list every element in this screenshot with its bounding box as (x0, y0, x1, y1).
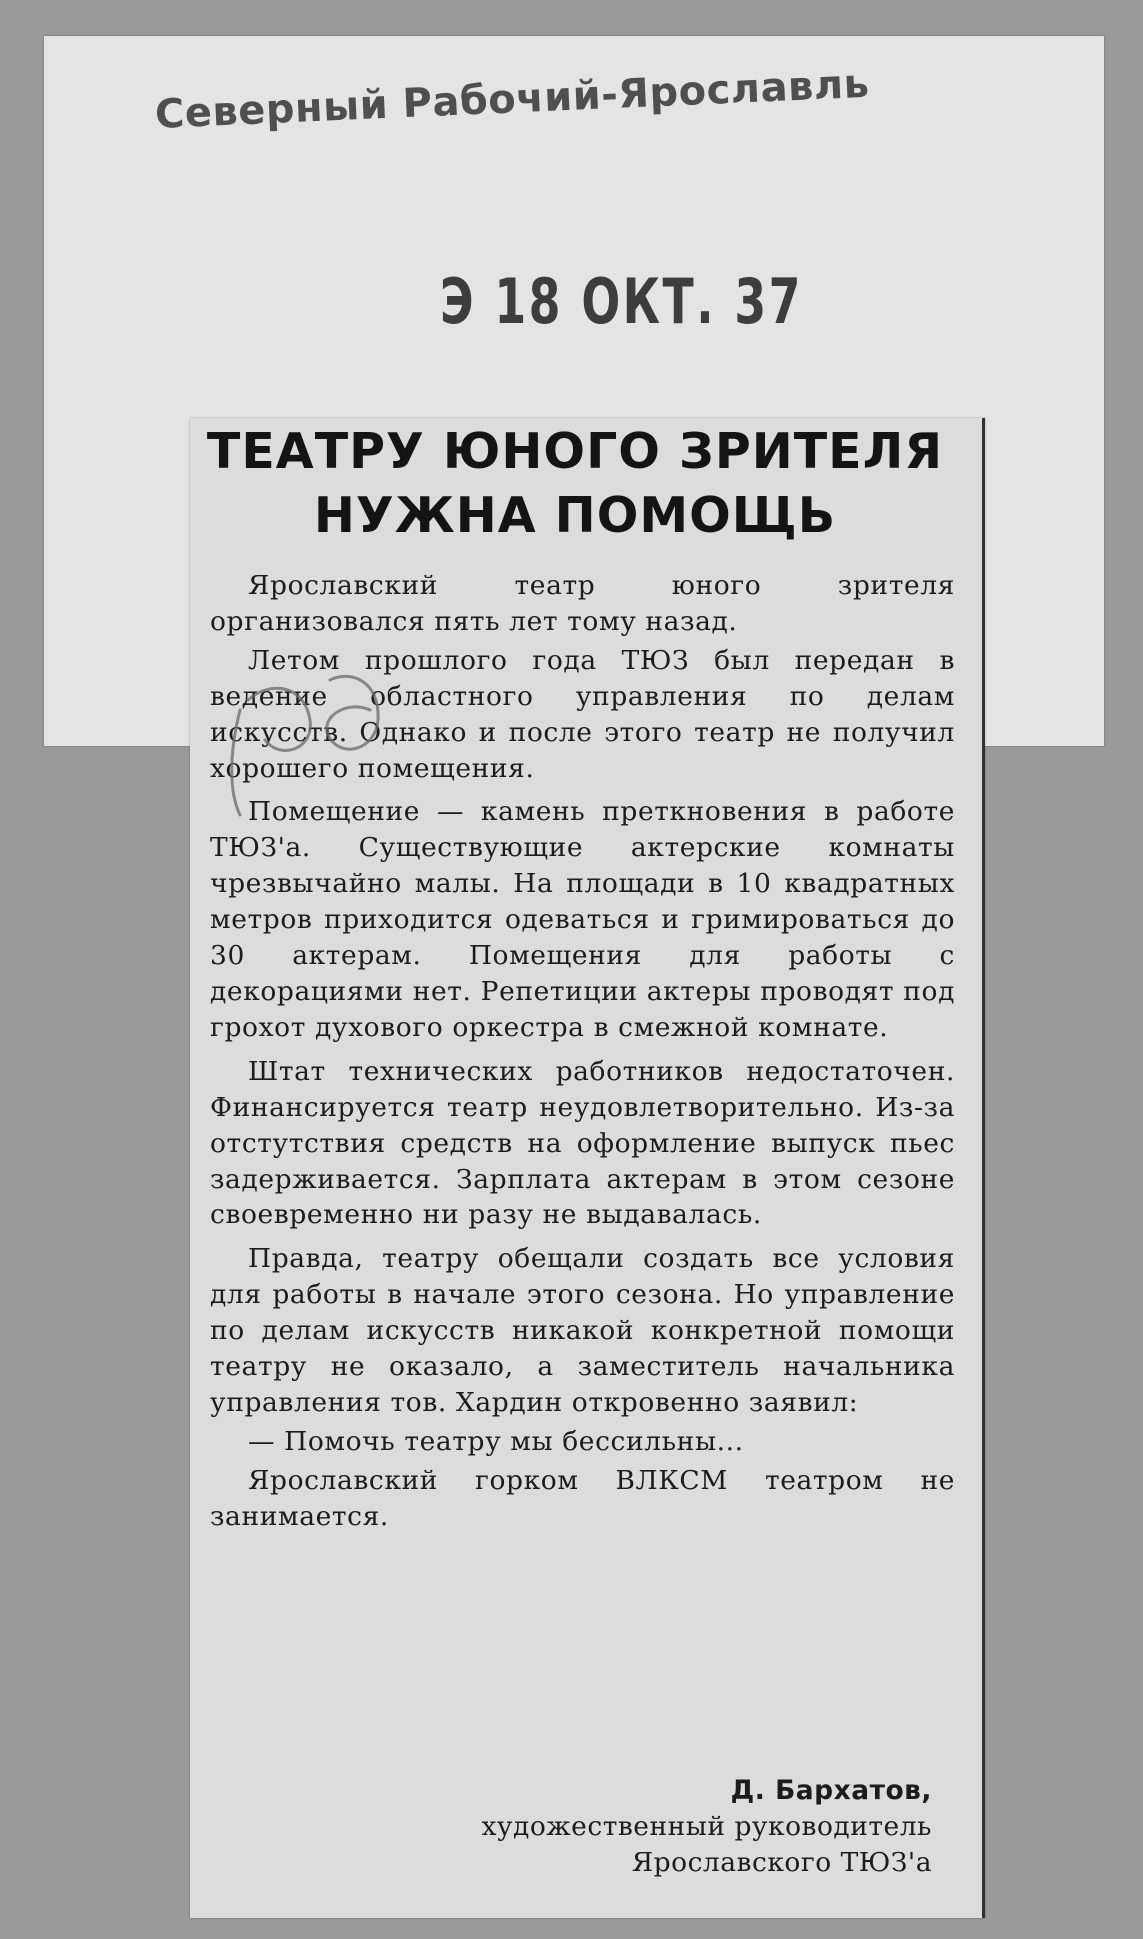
paragraph-5: Правда, театру обещали создать все условия для работы в начале этого сезона. Но управление по делам искусств никакой конкретной помощи театру не оказало, а заместитель начальника управления тов. Хардин откровенно заявил: (210, 1243, 955, 1418)
paragraph-3: Помещение — камень преткновения в работе ТЮЗ'а. Существующие актерские комнаты чрезвычайно малы. На площади в 10 квадратных метров приходится одеваться и гримироваться до 30 актерам. Помещения для работы с декорациями нет. Репетиции актеры проводят под грохот духового оркестра в смежной комнате. (210, 796, 955, 1043)
author-role-line-2: Ярославского ТЮЗ'а (631, 1847, 932, 1878)
paragraph-4: Штат технических работников недостаточен. Финансируется театр неудовлетворительно. Из-за отстутствия средств на оформление выпуск пьес задерживается. Зарплата актерам в этом сезоне своевременно ни разу не выдавалась. (210, 1055, 955, 1231)
newspaper-source-line: Северный Рабочий-Ярославль (153, 60, 871, 138)
headline-line-2: НУЖНА ПОМОЩЬ (313, 487, 837, 544)
headline-line-1: ТЕАТРУ ЮНОГО ЗРИТЕЛЯ (206, 423, 944, 480)
author-name: Д. Бархатов, (730, 1775, 932, 1806)
paragraph-quote: — Помочь театру мы бессильны... (248, 1425, 744, 1457)
stamp-prefix-mark: Э (440, 265, 495, 338)
article-headline (190, 420, 960, 548)
date-stamp (440, 265, 803, 338)
author-signature (481, 1773, 932, 1881)
paragraph-2: Летом прошлого года ТЮЗ был передан в ведение областного управления по делам искусств. Однако и после этого театр не получил хорошего помещения. (210, 644, 955, 784)
pencil-annotation (210, 640, 410, 870)
paragraph-7: Ярославский горком ВЛКСМ театром не занимается. (210, 1464, 955, 1532)
paragraph-1: Ярославский театр юного зрителя организовался пять лет тому назад. (210, 570, 955, 637)
author-role-line-1: художественный руководитель (481, 1811, 932, 1842)
stamp-date: 18 ОКТ. 37 (494, 265, 803, 338)
